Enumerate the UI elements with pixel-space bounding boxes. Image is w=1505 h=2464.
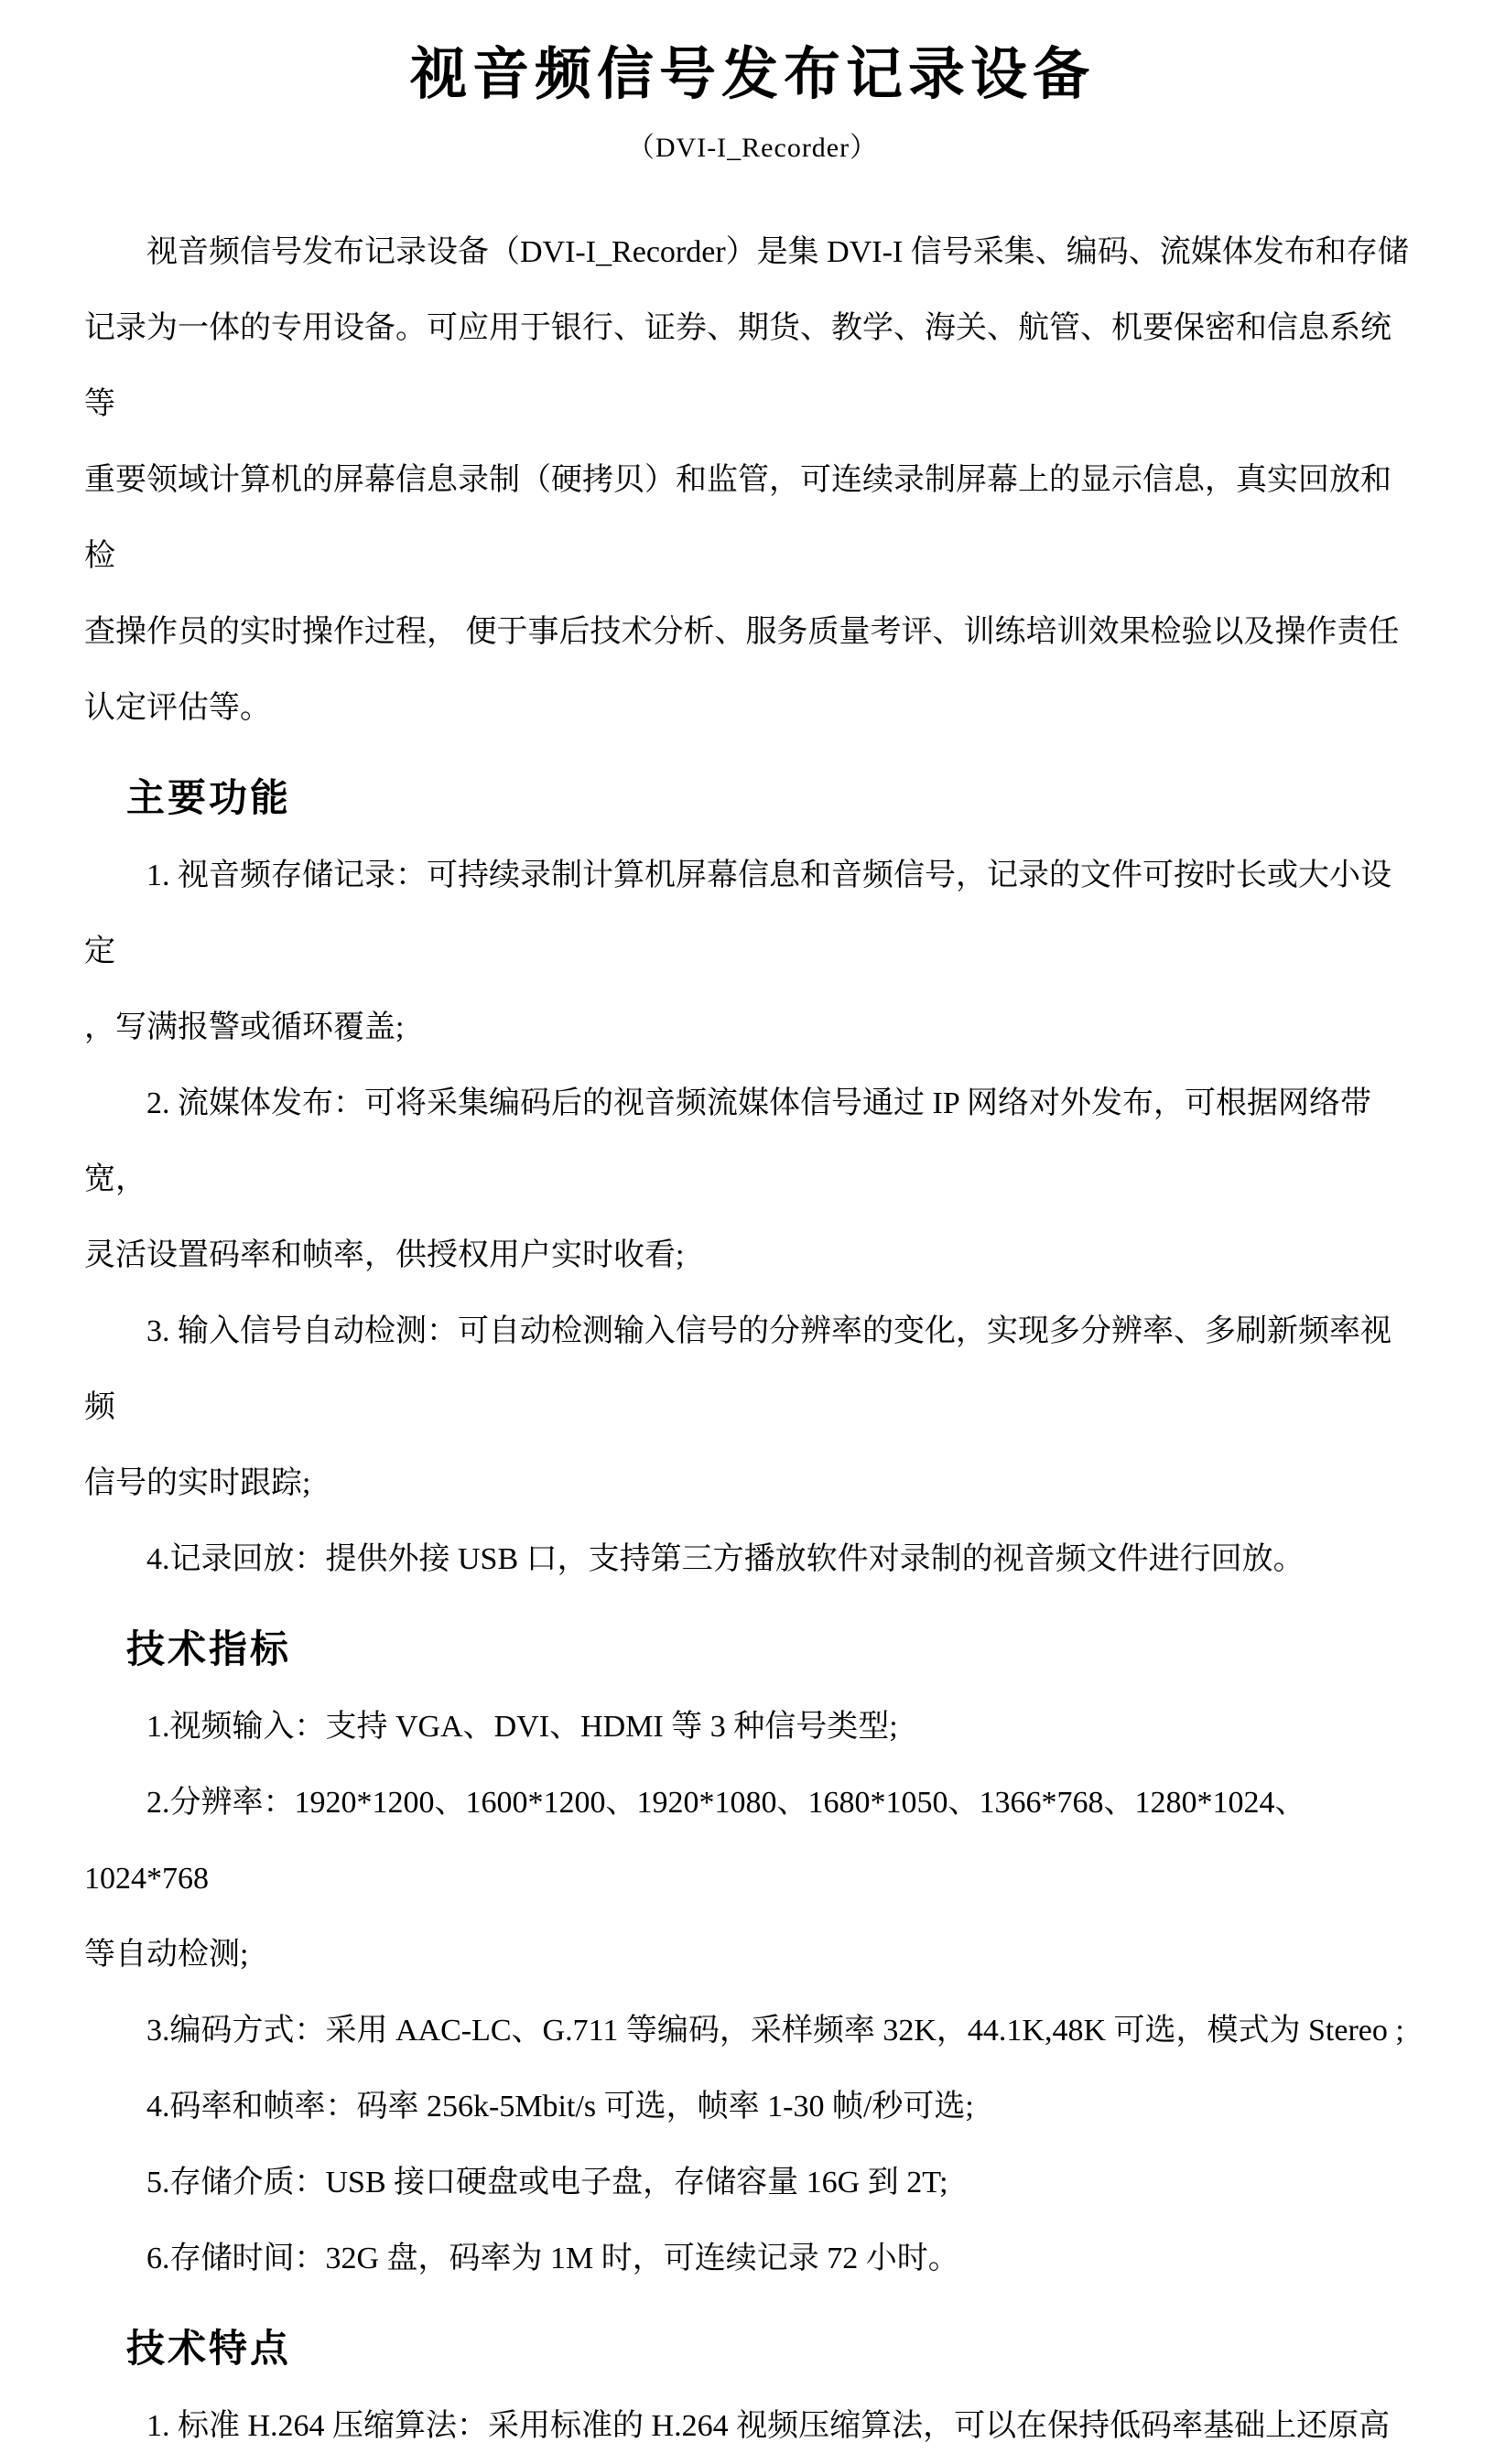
text-line: 2.分辨率：1920*1200、1600*1200、1920*1080、1680*1050、1366*768、1280*1024、1024*768 <box>84 1786 1306 1896</box>
text-line: 4.记录回放：提供外接 USB 口，支持第三方播放软件对录制的视音频文件进行回放。 <box>84 1542 1305 1576</box>
section-body <box>84 1689 1421 2296</box>
text-line: 视音频信号发布记录设备（DVI-I_Recorder）是集 DVI-I 信号采集、编码、流媒体发布和存储 <box>84 235 1409 269</box>
text-line: 2. 流媒体发布：可将采集编码后的视音频流媒体信号通过 IP 网络对外发布，可根据网络带宽， <box>84 1086 1371 1196</box>
section-body <box>84 838 1421 1597</box>
section-heading: 技术指标 <box>126 1629 292 1671</box>
text-line: 等自动检测; <box>84 1938 249 1972</box>
text-line: 6.存储时间：32G 盘，码率为 1M 时，可连续记录 72 小时。 <box>84 2242 959 2275</box>
text-line: 重要领域计算机的屏幕信息录制（硬拷贝）和监管，可连续录制屏幕上的显示信息，真实回放和检 <box>84 463 1391 573</box>
text-line: 查操作员的实时操作过程， 便于事后技术分析、服务质量考评、训练培训效果检验以及操作责任 <box>84 615 1400 649</box>
section-heading: 技术特点 <box>126 2329 292 2371</box>
text-line: 3.编码方式：采用 AAC-LC、G.711 等编码，采样频率 32K，44.1K,48K 可选，模式为 Stereo ; <box>84 2014 1404 2048</box>
section-body <box>84 2388 1421 2464</box>
section-tech-features <box>84 2317 1421 2464</box>
text-line: 4.码率和帧率：码率 256k-5Mbit/s 可选，帧率 1-30 帧/秒可选; <box>84 2090 974 2124</box>
text-line: 信号的实时跟踪; <box>84 1466 311 1500</box>
section-heading: 主要功能 <box>126 778 292 820</box>
text-line: 灵活设置码率和帧率，供授权用户实时收看; <box>84 1238 685 1272</box>
text-line: 3. 输入信号自动检测：可自动检测输入信号的分辨率的变化，实现多分辨率、多刷新频率视频 <box>84 1314 1391 1424</box>
text-line: 认定评估等。 <box>84 691 271 725</box>
doc-subtitle: （DVI-I_Recorder） <box>626 133 879 163</box>
text-line: ，写满报警或循环覆盖; <box>84 1010 405 1044</box>
text-line: 1. 标准 H.264 压缩算法：采用标准的 H.264 视频压缩算法，可以在保持低码率基础上还原高 <box>84 2409 1391 2443</box>
text-line: 5.存储介质：USB 接口硬盘或电子盘，存储容量 16G 到 2T; <box>84 2166 948 2199</box>
text-line: 1.视频输入：支持 VGA、DVI、HDMI 等 3 种信号类型; <box>84 1710 898 1744</box>
text-line: 1. 视音频存储记录：可持续录制计算机屏幕信息和音频信号，记录的文件可按时长或大小设定 <box>84 859 1391 968</box>
intro-paragraph <box>84 214 1421 746</box>
section-main-functions <box>84 766 1421 1597</box>
text-line: 记录为一体的专用设备。可应用于银行、证券、期货、教学、海关、航管、机要保密和信息系统等 <box>84 311 1391 421</box>
section-tech-specs <box>84 1617 1421 2296</box>
doc-title: 视音频信号发布记录设备 <box>409 44 1095 106</box>
